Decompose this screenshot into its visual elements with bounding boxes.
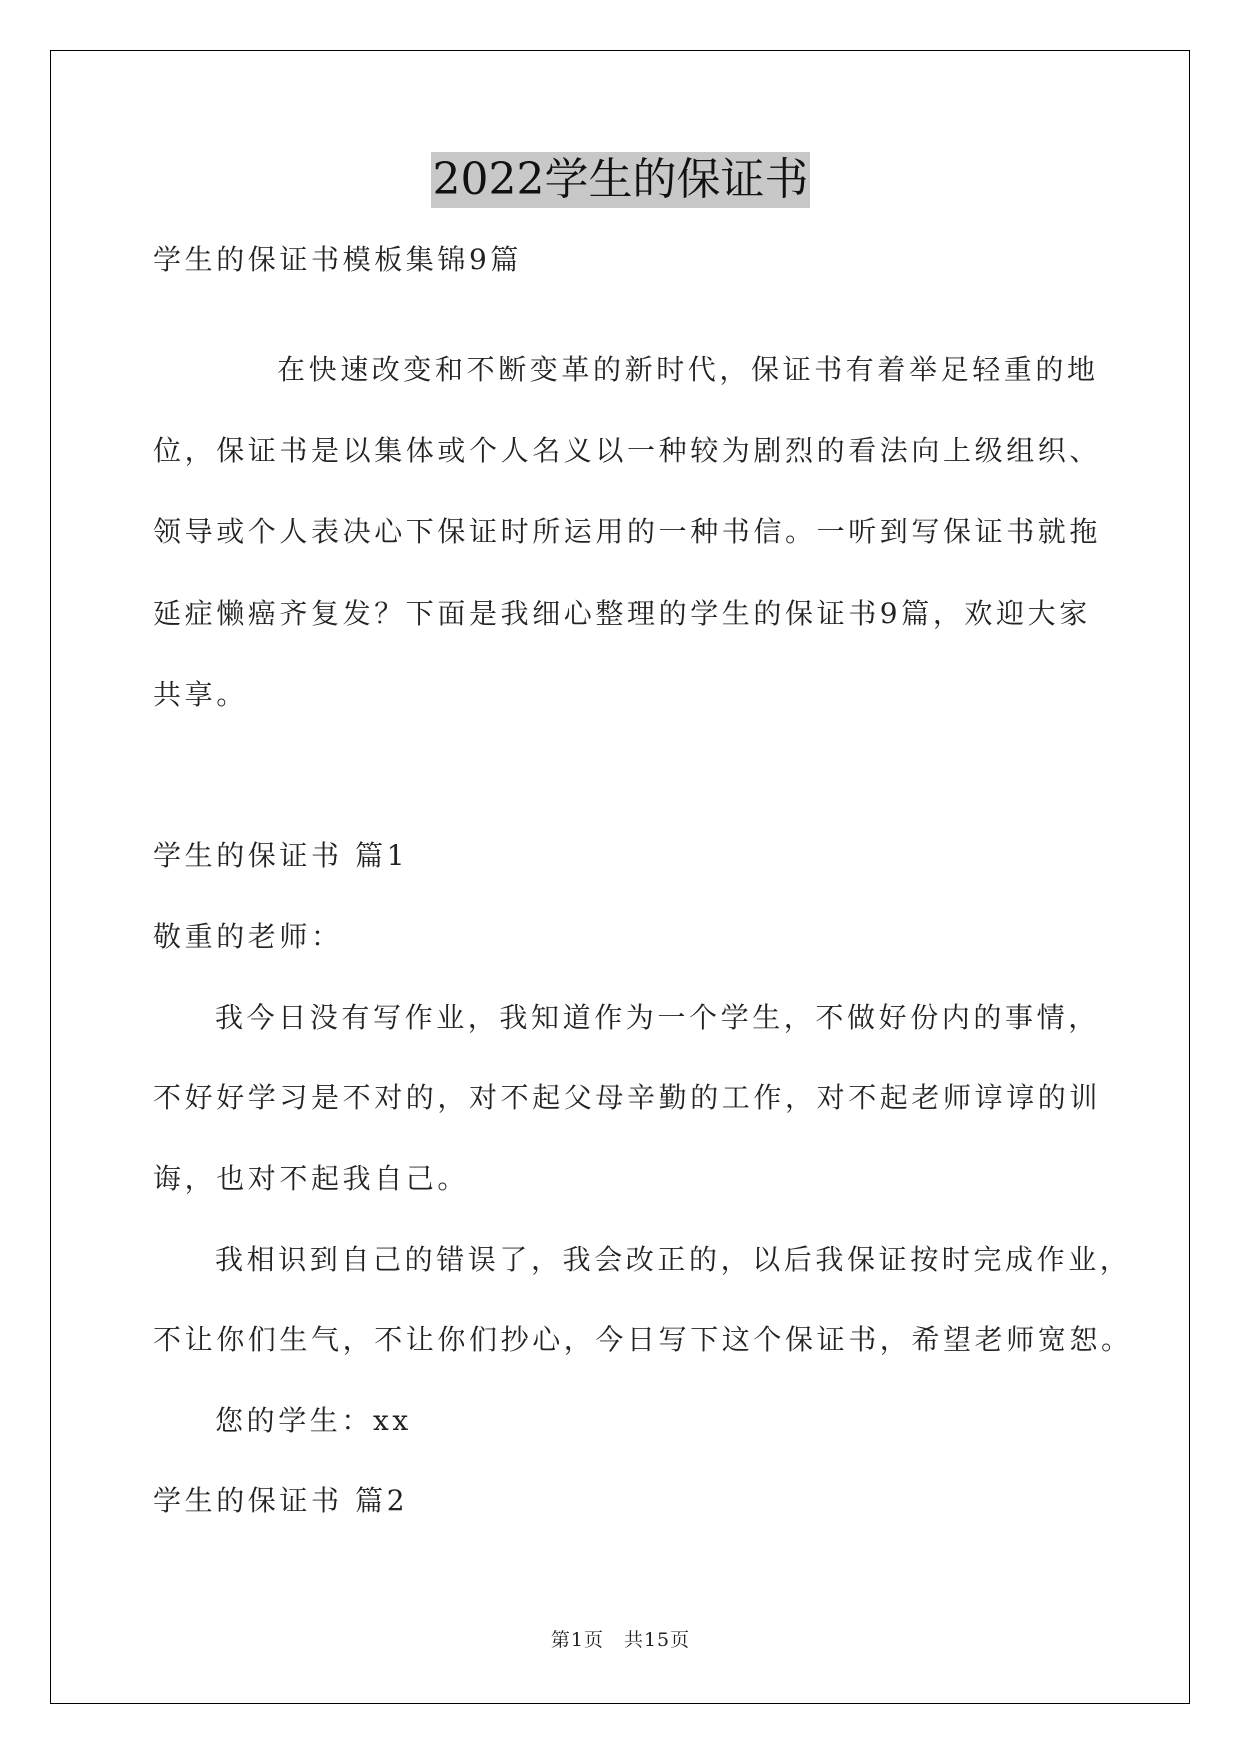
intro-line-3: 领导或个人表决心下保证时所运用的一种书信。一听到写保证书就拖 xyxy=(153,515,1102,548)
intro-line-2: 位，保证书是以集体或个人名义以一种较为剧烈的看法向上级组织、 xyxy=(153,434,1102,467)
body-line-1: 我今日没有写作业，我知道作为一个学生，不做好份内的事情， xyxy=(215,1001,1100,1034)
page-border xyxy=(50,50,1190,1704)
body-line-5: 不让你们生气，不让你们抄心，今日写下这个保证书，希望老师宽恕。 xyxy=(153,1323,1133,1356)
body-line-3: 诲，也对不起我自己。 xyxy=(153,1162,470,1195)
signature-line: 您的学生：xx xyxy=(215,1404,412,1437)
title-container xyxy=(0,152,1241,208)
document-title: 2022学生的保证书 xyxy=(431,152,811,208)
intro-line-1: 在快速改变和不断变革的新时代，保证书有着举足轻重的地 xyxy=(277,353,1099,386)
body-line-4: 我相识到自己的错误了，我会改正的，以后我保证按时完成作业， xyxy=(215,1243,1132,1276)
salutation: 敬重的老师： xyxy=(153,920,343,953)
intro-line-5: 共享。 xyxy=(153,678,248,711)
body-line-2: 不好好学习是不对的，对不起父母辛勤的工作，对不起老师谆谆的训 xyxy=(153,1081,1102,1114)
intro-line-4: 延症懒癌齐复发？下面是我细心整理的学生的保证书9篇，欢迎大家 xyxy=(153,597,1091,630)
section-heading-1: 学生的保证书 篇1 xyxy=(153,839,409,872)
page-footer: 第1页 共15页 xyxy=(550,1629,691,1651)
section-heading-2: 学生的保证书 篇2 xyxy=(153,1484,409,1517)
subtitle: 学生的保证书模板集锦9篇 xyxy=(153,243,523,276)
